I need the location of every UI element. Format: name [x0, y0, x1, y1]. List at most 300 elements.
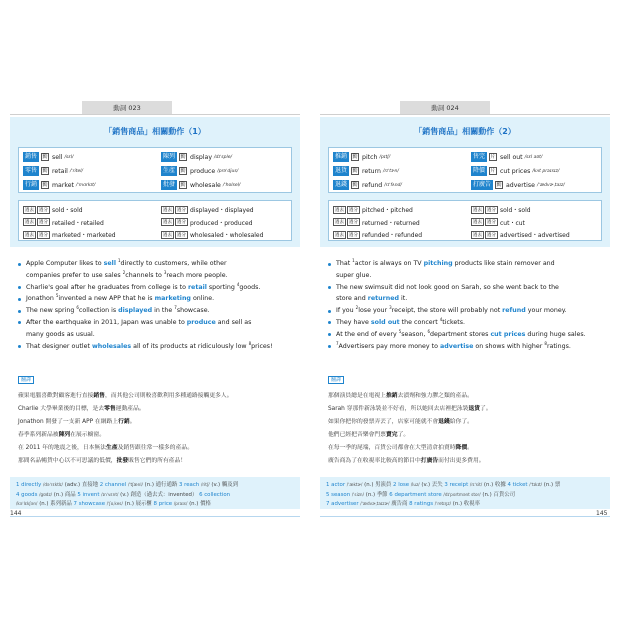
footnote-marker: 2	[355, 305, 359, 311]
conjugation-forms: refunded・refunded	[362, 232, 423, 239]
translation-text: ，而其他公司則較喜歡利用多種通路接觸更多人。	[104, 393, 233, 399]
sentence-text: the concert	[399, 318, 440, 326]
sentence-text: sporting	[206, 283, 237, 291]
example-sentence	[18, 270, 308, 282]
footnote-word: channel	[104, 482, 127, 488]
footnote-meaning: (n.) 價格	[189, 501, 211, 507]
translation-line	[18, 403, 308, 416]
keyword-highlight: displayed	[118, 307, 153, 315]
chapter-tab: 動詞 024	[400, 101, 490, 115]
conjugation-entry	[333, 217, 420, 228]
conjugation-box	[328, 200, 602, 241]
vocab-word: pitch	[362, 153, 378, 161]
translation-text: Charlie 大學畢業後的目標，是去	[18, 406, 105, 412]
sentence-text: super glue.	[336, 271, 372, 279]
translation-line	[328, 416, 618, 429]
translation-line	[328, 442, 618, 455]
past-tense-badge: 過去	[473, 220, 482, 225]
footnote-number: 2	[99, 482, 104, 488]
footnote-marker: 7	[174, 305, 177, 311]
translation-keyword: 退貨	[468, 406, 481, 412]
translation-line	[18, 429, 308, 442]
footnote-phonetic: /dəˈrɛktlɪ/	[42, 482, 63, 487]
footnote-meaning: (n.) 收視率	[452, 501, 480, 507]
part-of-speech-badge: 動	[352, 168, 358, 174]
keyword-highlight: sold out	[370, 318, 400, 326]
translation-line	[18, 390, 308, 403]
footnote-number: 3	[444, 482, 448, 488]
past-participle-badge: 過分	[39, 232, 48, 238]
part-of-speech-badge: 動	[352, 182, 358, 188]
footnote-marker: 3	[163, 269, 167, 275]
vocab-panel	[320, 117, 610, 247]
conjugation-entry	[23, 204, 83, 215]
vocab-chinese-tag: 推銷	[335, 153, 348, 160]
sentence-text: At the end of every	[336, 330, 399, 338]
vocab-panel	[10, 117, 300, 247]
footnote-word: showcase	[78, 501, 106, 507]
conjugation-entry	[161, 204, 254, 215]
sentence-text: collection is	[78, 307, 119, 315]
footnote-phonetic: /ˈretɪŋz/	[434, 501, 451, 506]
past-participle-badge: 過分	[177, 232, 186, 238]
keyword-highlight: advertise	[439, 342, 474, 350]
footnote-meaning: (n.) 通行通路	[144, 482, 178, 488]
vocab-chinese-tag: 打廣告	[473, 181, 492, 188]
example-sentence	[328, 317, 618, 329]
vocab-entry	[161, 165, 238, 177]
vocab-word: display	[190, 153, 212, 161]
conjugation-entry	[23, 217, 104, 228]
conjugation-box	[18, 200, 292, 241]
translation-text: 及銷售跟往常一樣多的產品。	[117, 445, 193, 451]
footnote-word: directly	[21, 482, 42, 488]
footnote-marker: 5	[398, 328, 402, 334]
translation-text: 在每一季的尾端，百貨公司都會在大型清倉拍賣時	[328, 445, 456, 451]
footnote-word: actor	[331, 482, 346, 488]
part-of-speech-badge: 動	[42, 168, 48, 174]
footnote-number: 7	[73, 501, 77, 507]
footnote-meaning: (v.) 觸及到	[211, 482, 238, 488]
translation-text: 在 2011 年的地震之後，日本無法	[18, 445, 107, 451]
page-number: 145	[596, 510, 608, 517]
vocab-word: advertise	[506, 181, 535, 189]
conjugation-forms: wholesaled・wholesaled	[190, 232, 264, 239]
part-of-speech-badge: 動	[180, 154, 186, 160]
conjugation-forms: sold・sold	[500, 207, 531, 214]
conjugation-row	[19, 204, 293, 215]
past-participle-badge: 過分	[177, 207, 186, 213]
footnote-phonetic: /dɪˈpɑrtmənt stor/	[443, 491, 481, 497]
past-participle-badge: 過分	[39, 207, 48, 213]
footnote-number: 4	[16, 491, 20, 498]
example-sentence	[18, 258, 308, 270]
translation-keyword: 退錢	[438, 419, 450, 425]
footnote-meaning: (n.) 百貨公司	[482, 491, 516, 498]
sentence-text: actor is always on TV	[354, 260, 424, 267]
sentence-text: Advertisers pay more money to	[338, 342, 440, 350]
past-participle-badge: 過分	[487, 207, 496, 213]
sentence-text: They have	[336, 318, 371, 326]
sentence-text: Jonathon	[26, 295, 56, 303]
part-of-speech-badge: 動	[42, 182, 48, 188]
footnote-meaning: (n.) 男演員	[364, 482, 392, 488]
past-participle-badge: 過分	[487, 232, 496, 238]
footnote-marker: 6	[427, 328, 430, 334]
footnote-line	[326, 490, 606, 498]
keyword-highlight: pitching	[423, 260, 453, 267]
sentence-text: channels to	[125, 271, 164, 279]
footnote-number: 1	[16, 482, 20, 488]
example-sentence	[328, 305, 618, 317]
footnote-meaning: (n.) 系列新品	[39, 501, 72, 507]
footnote-number: 8	[153, 501, 157, 507]
translation-keyword: 銷售	[93, 393, 105, 399]
footnote-word: invent	[82, 491, 100, 498]
vocab-word: market	[52, 181, 74, 189]
past-tense-badge: 過去	[335, 220, 344, 225]
translation-keyword: 零售	[104, 406, 116, 412]
footnote-line	[16, 480, 296, 488]
example-sentence	[328, 293, 618, 305]
past-tense-badge: 過去	[163, 207, 172, 213]
conjugation-forms: sold・sold	[52, 207, 83, 214]
keyword-highlight: cut prices	[490, 330, 526, 338]
sentence-text: store and	[336, 295, 368, 303]
sentence-text: The new swimsuit did not look good on Sarah, so she went back to the	[336, 283, 559, 291]
translation-keyword: 行銷	[118, 419, 130, 425]
vocab-entry	[161, 179, 240, 191]
translation-text: Sarah 穿那件新泳裝並不好看，所以她回去店裡把泳裝	[328, 406, 469, 412]
vocab-chinese-tag: 銷售	[25, 153, 38, 160]
sentence-text: The new spring	[26, 307, 77, 315]
sentence-text: many goods as usual.	[26, 330, 95, 338]
footnote-meaning: (n.) 票	[543, 482, 561, 488]
footnote-word: reach	[184, 482, 200, 488]
translation-line	[18, 442, 308, 455]
translation-text: 去漬劑和強力膠之類的產品。	[397, 393, 473, 399]
sentence-text: your money.	[525, 307, 567, 315]
vocab-phonetic: /kʌt praɪsɪz/	[532, 168, 560, 174]
footer-rule	[10, 516, 300, 517]
vocab-row	[329, 165, 603, 177]
past-tense-badge: 過去	[335, 232, 344, 238]
vocab-box	[18, 147, 292, 193]
vocab-chinese-tag: 陳列	[163, 153, 176, 160]
conjugation-row	[329, 229, 603, 240]
vocab-entry	[333, 179, 402, 191]
translation-block	[328, 390, 618, 468]
vocab-word: return	[362, 167, 381, 175]
footnote-meaning: (n.) 商品	[53, 491, 76, 498]
footnote-meaning: (n.) 季節	[365, 491, 388, 498]
vocab-entry	[333, 151, 390, 163]
footnote-number: 6	[199, 491, 203, 498]
sentence-text: After the earthquake in 2011, Japan was unable to	[26, 318, 187, 326]
sentence-text: on shows with higher	[473, 342, 545, 350]
conjugation-forms: cut・cut	[500, 219, 525, 227]
vocab-word: retail	[52, 167, 68, 175]
translation-keyword: 賣完	[385, 432, 398, 438]
example-sentence	[18, 305, 308, 317]
vocab-entry	[471, 179, 565, 191]
example-sentence	[328, 258, 618, 270]
footnote-word: department store	[394, 491, 442, 498]
past-participle-badge: 過分	[349, 232, 358, 238]
vocab-row	[19, 151, 293, 163]
keyword-highlight: marketing	[154, 295, 191, 303]
past-participle-badge: 過分	[487, 220, 496, 225]
conjugation-forms: advertised・advertised	[500, 232, 570, 239]
translation-label: 翻譯	[18, 376, 34, 384]
translation-text: 那間名品暢貨中心以不可思議的低價，	[18, 458, 117, 464]
conjugation-entry	[161, 217, 252, 228]
footnote-marker: 1	[352, 257, 355, 263]
conjugation-entry	[333, 204, 413, 215]
vocab-entry	[23, 165, 83, 177]
vocab-entry	[333, 165, 399, 177]
footnote-marker: 8	[544, 340, 547, 346]
footnote-phonetic: /ˈsizn/	[351, 491, 364, 497]
example-sentence	[18, 329, 308, 341]
footnote-number: 8	[409, 501, 413, 507]
tab-divider	[10, 114, 300, 115]
vocab-row	[19, 165, 293, 177]
vocab-entry	[471, 151, 542, 163]
translation-text: 。	[467, 445, 473, 451]
sentence-text: ratings.	[546, 342, 571, 350]
footnote-marker: 5	[55, 293, 59, 299]
translation-text: 運動產品。	[115, 406, 145, 412]
vocab-row	[329, 179, 603, 191]
translation-text: 了。	[480, 406, 492, 412]
past-participle-badge: 過分	[39, 220, 48, 225]
footnote-phonetic: /ˈæktɚ/	[346, 482, 363, 487]
sentence-text: goods.	[239, 283, 261, 291]
keyword-highlight: retail	[187, 283, 207, 291]
vocab-word: sell	[52, 153, 63, 161]
translation-keyword: 批發	[116, 458, 129, 464]
footnote-phonetic: /rɪˈsit/	[469, 482, 483, 487]
vocab-phonetic: /rɪˈfʌnd/	[384, 182, 402, 188]
vocab-row	[19, 179, 293, 191]
footnote-marker: 8	[248, 340, 252, 346]
translation-line	[328, 390, 618, 403]
vocab-phonetic: /pɪtʃ/	[379, 154, 391, 160]
keyword-highlight: refund	[502, 307, 526, 315]
sentence-text: showcase.	[176, 307, 210, 315]
translation-text: 在展示櫥窗。	[70, 432, 105, 438]
sentence-text: season,	[401, 330, 428, 338]
example-sentence	[18, 282, 308, 294]
example-sentence	[328, 270, 618, 282]
footnote-word: price	[158, 501, 173, 507]
part-of-speech-badge: 片	[490, 168, 496, 174]
sentence-text: lose your	[358, 307, 390, 315]
sentence-text: it.	[399, 295, 408, 303]
footnote-phonetic: /ˈʃoˌkes/	[106, 501, 123, 506]
footnote-line	[16, 490, 296, 498]
conjugation-forms: retailed・retailed	[52, 219, 104, 227]
sentence-text: and sell as	[215, 318, 252, 326]
example-sentence	[328, 329, 618, 341]
footnote-meaning: (v.) 丟失	[421, 482, 443, 488]
footnote-meaning: (adv.) 直接地	[64, 482, 98, 488]
example-sentence	[18, 317, 308, 329]
past-tense-badge: 過去	[25, 232, 34, 238]
example-sentence	[18, 293, 308, 305]
footnote-line	[326, 499, 606, 507]
part-of-speech-badge: 動	[180, 182, 186, 188]
vocab-word: refund	[362, 181, 383, 189]
vocab-chinese-tag: 退錢	[335, 181, 348, 188]
translation-text: 了。	[397, 432, 410, 438]
left-page	[10, 0, 310, 620]
vocab-chinese-tag: 降價	[473, 167, 486, 174]
footnote-meaning: (n.) 收據	[483, 482, 506, 488]
translation-keyword: 陳列	[58, 432, 71, 438]
vocab-phonetic: /ˈædvɚˌtaɪz/	[536, 182, 565, 188]
translation-text: 他們已經把音樂會門票	[328, 432, 386, 438]
vocab-entry	[23, 179, 95, 191]
footnote-phonetic: /gʊdz/	[39, 491, 53, 497]
footnote-phonetic: /ritʃ/	[200, 482, 210, 487]
past-tense-badge: 過去	[473, 207, 482, 213]
example-sentence	[328, 341, 618, 353]
translation-text: 而付出更多費用。	[438, 458, 485, 464]
part-of-speech-badge: 片	[490, 154, 496, 160]
vocab-phonetic: /prəˈdjus/	[217, 168, 239, 174]
sentence-text: prices!	[251, 342, 273, 350]
tab-divider	[320, 114, 610, 115]
conjugation-entry	[471, 217, 525, 228]
sentence-text: receipt, the store will probably not	[391, 307, 503, 315]
sentence-text: Apple Computer likes to	[26, 260, 104, 267]
right-page	[320, 0, 620, 620]
translation-line	[328, 429, 618, 442]
translation-text: 那個演員總是在電視上	[328, 393, 386, 399]
footnote-number: 5	[77, 491, 81, 498]
footnote-number: 6	[389, 491, 393, 498]
sentence-text: department stores	[429, 330, 491, 338]
footnote-number: 3	[178, 482, 183, 488]
conjugation-forms: pitched・pitched	[362, 207, 413, 214]
footnote-word: season	[331, 491, 351, 498]
translation-text: 如果你把你的發票弄丟了，店家可能就不會	[328, 419, 439, 425]
panel-title: 「銷售商品」相關動作（1）	[104, 127, 206, 136]
page-tab-row	[320, 101, 610, 115]
footnote-phonetic: /ˈtʃænl/	[127, 482, 143, 487]
conjugation-forms: marketed・marketed	[52, 232, 116, 239]
vocab-chinese-tag: 批發	[163, 181, 176, 188]
conjugation-entry	[471, 204, 531, 215]
past-tense-badge: 過去	[163, 232, 172, 238]
conjugation-row	[19, 229, 293, 240]
sentence-text: Charlie's goal after he graduates from college is to	[26, 283, 188, 291]
footnote-marker: 1	[118, 257, 121, 263]
sentence-text: That	[336, 260, 353, 267]
footnote-number: 5	[326, 491, 330, 498]
example-sentence	[18, 341, 308, 353]
footnote-line	[326, 480, 606, 488]
sentence-text: reach more people.	[166, 271, 228, 279]
conjugation-forms: returned・returned	[362, 219, 420, 227]
past-tense-badge: 過去	[473, 232, 482, 238]
sentence-text: directly to customers, while other	[120, 260, 227, 267]
chapter-tab: 動詞 023	[82, 101, 172, 115]
translation-line	[18, 416, 308, 429]
sentence-text: during huge sales.	[525, 330, 586, 338]
translation-label: 翻譯	[328, 376, 344, 384]
sentence-text: products like stain remover and	[452, 260, 555, 267]
translation-line	[328, 455, 618, 468]
footnote-word: collection	[204, 491, 231, 498]
sentence-text: online.	[190, 295, 215, 303]
past-participle-badge: 過分	[349, 207, 358, 213]
page-number: 144	[10, 510, 22, 517]
footnote-marker: 4	[439, 316, 443, 322]
sentence-text: companies prefer to use sales	[26, 271, 123, 279]
translation-block	[18, 390, 308, 468]
footnote-phonetic: /praɪs/	[173, 501, 188, 506]
vocab-phonetic: /ˈritel/	[69, 168, 84, 174]
panel-title: 「銷售商品」相關動作（2）	[414, 127, 516, 136]
vocab-word: produce	[190, 167, 216, 175]
footnote-phonetic: /luz/	[410, 482, 420, 487]
translation-keyword: 打廣告	[420, 458, 439, 464]
example-sentences	[18, 258, 308, 352]
vocab-word: wholesale	[190, 181, 221, 189]
footnote-number: 7	[326, 501, 330, 507]
vocab-phonetic: /sɛl/	[64, 154, 74, 160]
sentence-text: in the	[152, 307, 175, 315]
part-of-speech-badge: 動	[42, 154, 48, 160]
footnote-phonetic: /ɪnˈvɛnt/	[101, 491, 119, 497]
keyword-highlight: produce	[186, 318, 216, 326]
keyword-highlight: returned	[367, 295, 400, 303]
translation-keyword: 降價	[455, 445, 468, 451]
sentence-text: That designer outlet	[26, 342, 92, 350]
past-tense-badge: 過去	[25, 220, 34, 225]
footnote-word: receipt	[449, 482, 469, 488]
translation-text: 春季系列新品被	[18, 432, 59, 438]
conjugation-entry	[161, 229, 263, 240]
footnote-word: lose	[398, 482, 410, 488]
part-of-speech-badge: 動	[180, 168, 186, 174]
footnote-phonetic: /kəˈlɛkʃən/	[16, 501, 38, 506]
past-tense-badge: 過去	[335, 207, 344, 213]
translation-line	[328, 403, 618, 416]
conjugation-entry	[471, 229, 570, 240]
translation-line	[18, 455, 308, 468]
sentence-text: tickets.	[442, 318, 465, 326]
vocab-row	[329, 151, 603, 163]
vocab-phonetic: /sɛl aʊt/	[524, 154, 543, 160]
footnote-marker: 4	[236, 281, 240, 287]
translation-text: Jonathon 開發了一支新 APP 在網路上	[18, 419, 119, 425]
conjugation-entry	[333, 229, 422, 240]
vocab-chinese-tag: 行銷	[25, 181, 38, 188]
conjugation-entry	[23, 229, 116, 240]
sentence-text: If you	[336, 307, 356, 315]
conjugation-forms: displayed・displayed	[190, 207, 254, 214]
vocab-word: cut prices	[500, 167, 531, 175]
conjugation-forms: produced・produced	[190, 219, 253, 227]
footnote-line	[16, 499, 296, 507]
vocab-phonetic: /rɪˈtɝn/	[382, 168, 399, 174]
past-tense-badge: 過去	[25, 207, 34, 213]
sentence-text: all of its products at ridiculously low	[131, 342, 249, 350]
